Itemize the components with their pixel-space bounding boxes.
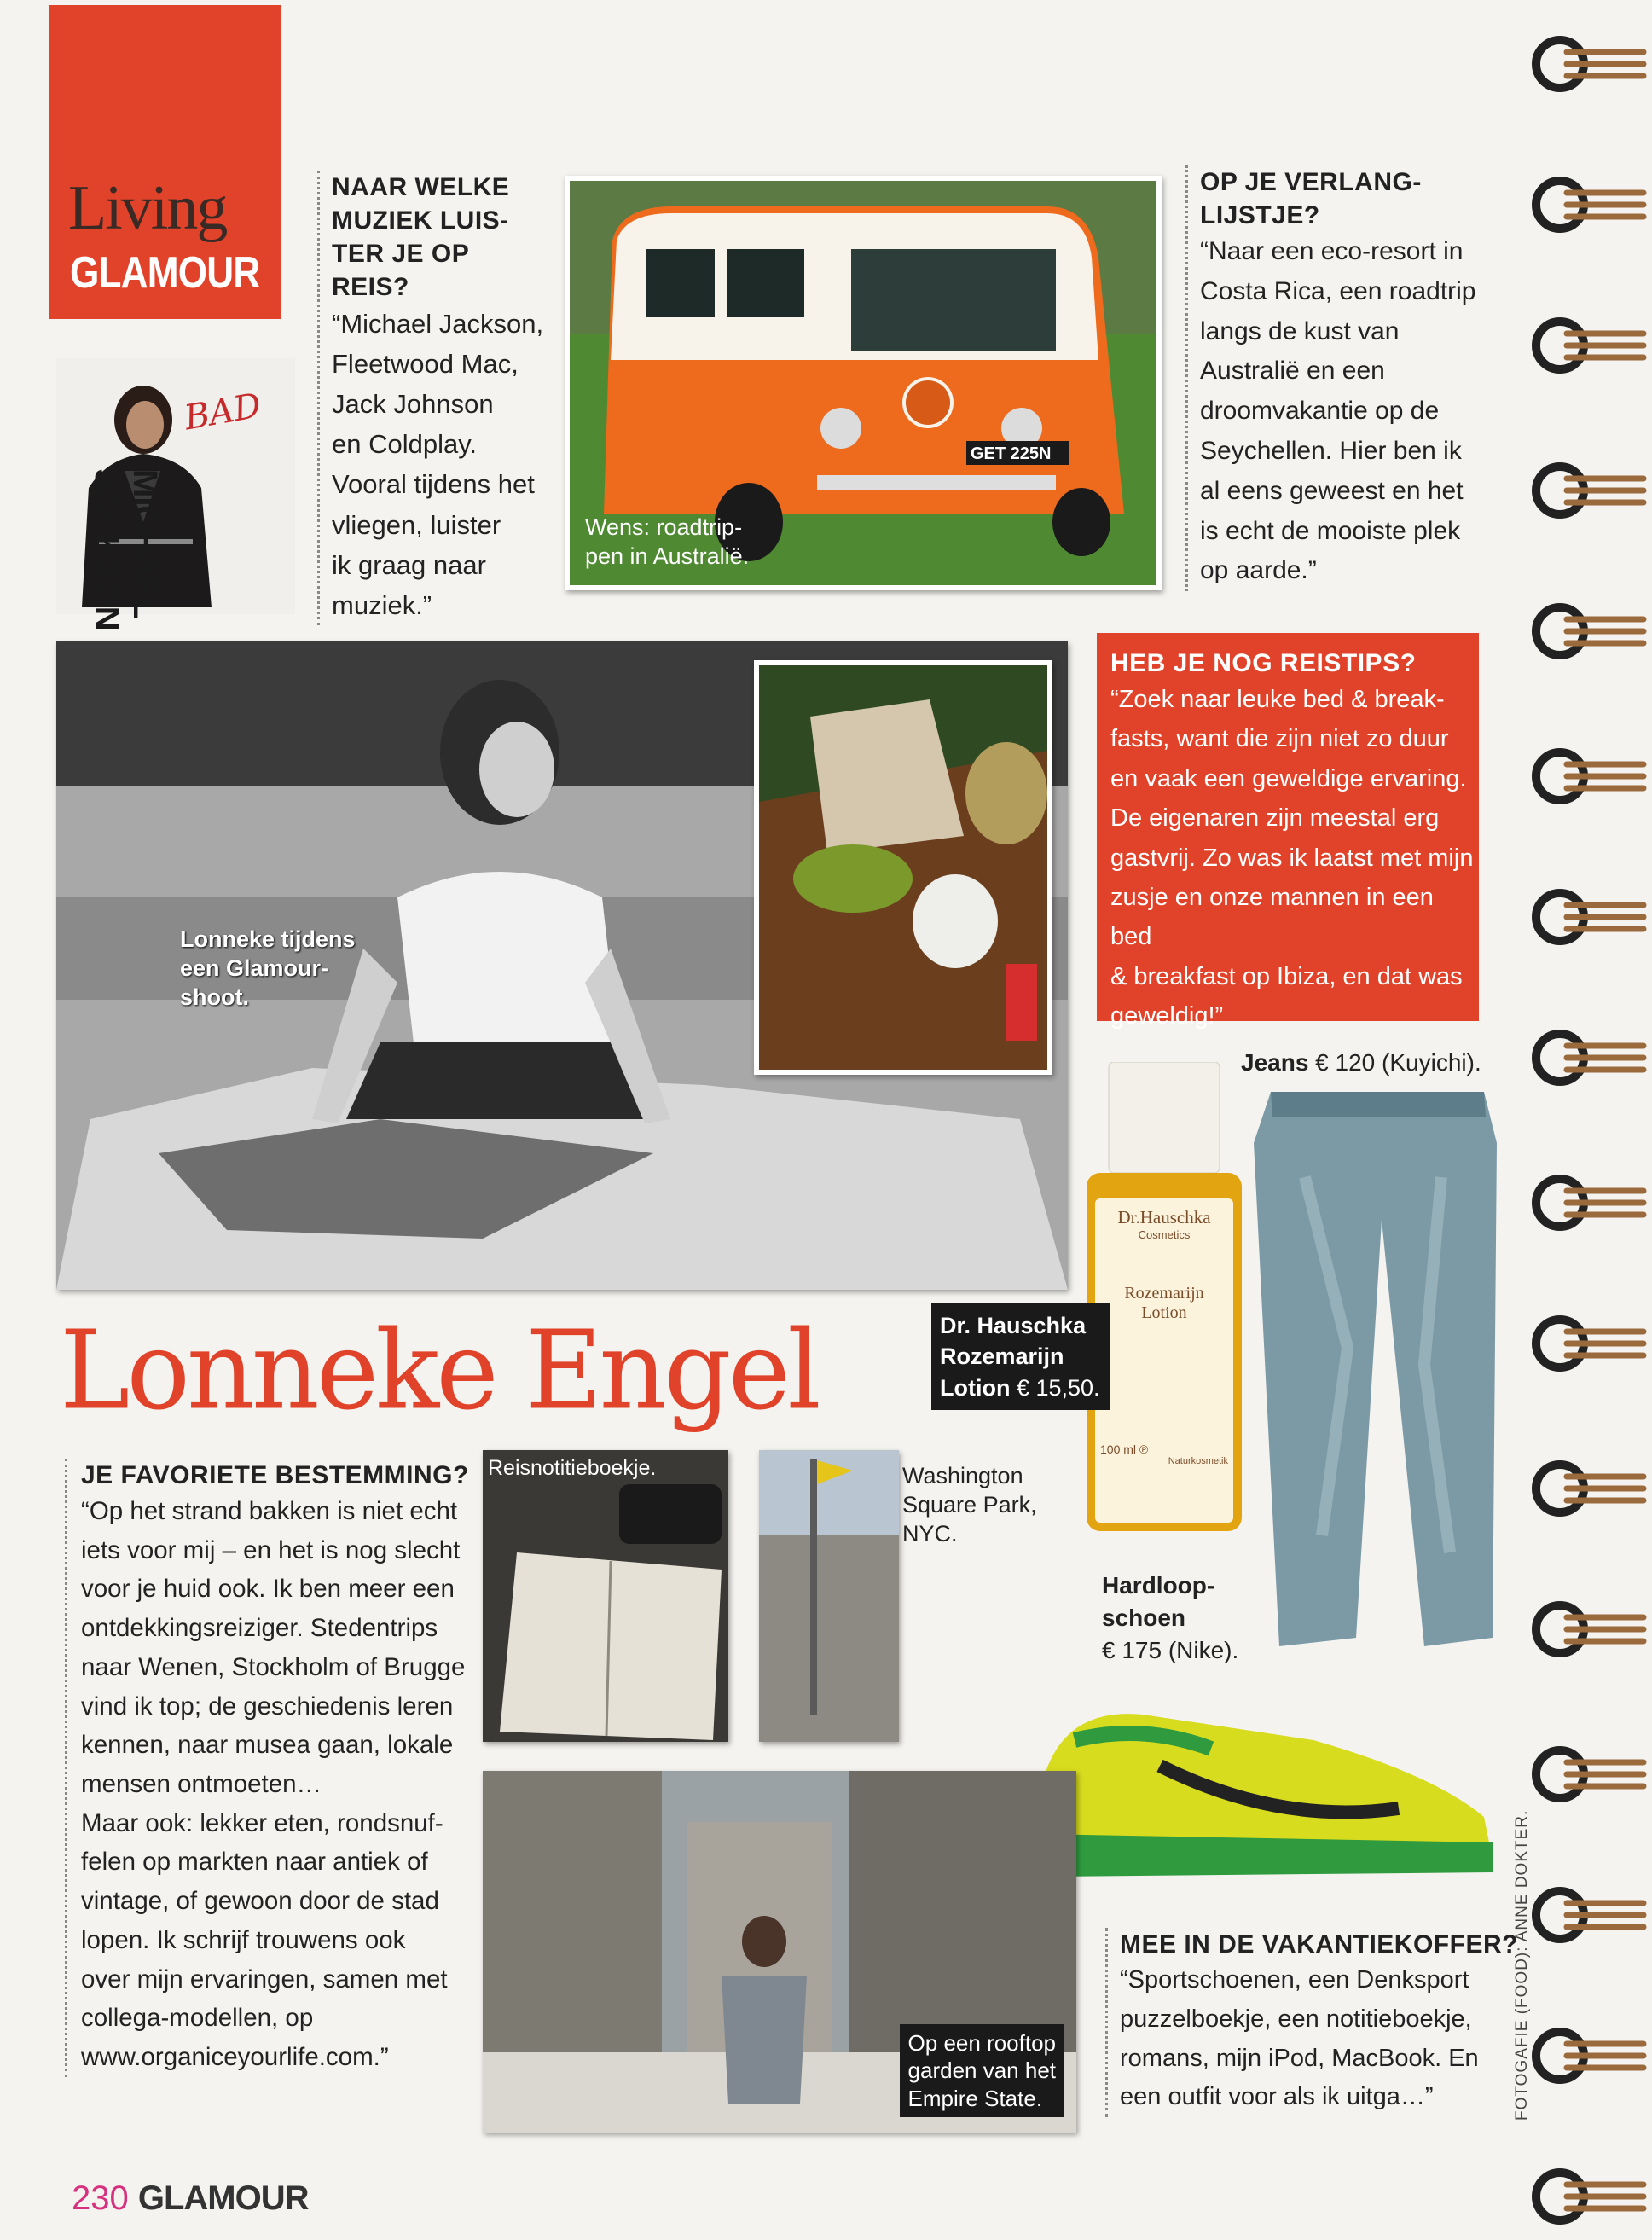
album-title: BAD <box>181 386 264 438</box>
shoot-caption: Lonneke tijdens een Glamour- shoot. <box>180 926 356 1010</box>
van-plate: GET 225N <box>971 444 1052 463</box>
masthead <box>49 5 281 319</box>
q1-block <box>317 171 554 625</box>
park-photo <box>759 1450 899 1742</box>
footer <box>72 2179 309 2218</box>
masthead-glamour: GLAMOUR <box>70 248 260 298</box>
food-photo <box>754 660 1052 1075</box>
lotion-bottle <box>1075 1062 1254 1535</box>
shoes-label: Hardloop- schoen € 175 (Nike). <box>1102 1572 1239 1663</box>
q2-title: OP JE VERLANG- LIJSTJE? <box>1200 168 1422 229</box>
jeans-image <box>1254 1092 1501 1655</box>
q5-title: MEE IN DE VAKANTIEKOFFER? <box>1120 1930 1518 1959</box>
q5-body: “Sportschoenen, een Denksport puzzelboekje, een notitieboekje, romans, mijn iPod, MacBook. En een outfit voor als ik uitga…” <box>1120 1966 1479 2111</box>
rooftop-caption: Op een rooftop garden van het Empire State. <box>900 2024 1064 2118</box>
jeans-name: Jeans <box>1241 1049 1309 1076</box>
q4-block <box>65 1459 490 2077</box>
van-caption: Wens: roadtrip- pen in Australië. <box>585 514 750 569</box>
q3-body: “Zoek naar leuke bed & break- fasts, want die zijn niet zo duur en vaak een geweldige ervaring. De eigenaren zijn meestal erg gastvrij. Zo was ik laatst met mijn zusje en onze mannen in een bed & breakfast op Ibiza, en dat was geweldig!” <box>1110 686 1474 1030</box>
q2-body: “Naar een eco-resort in Costa Rica, een roadtrip langs de kust van Australië en een droomvakantie op de Seychellen. Hier ben ik al eens geweest en het is echt de mooiste plek op aarde.” <box>1200 237 1476 585</box>
headline: Lonneke Engel <box>60 1307 818 1435</box>
q3-title: HEB JE NOG REISTIPS? <box>1110 649 1417 677</box>
q3-box <box>1097 633 1479 1030</box>
masthead-living: Living <box>68 173 227 243</box>
page-number: 230 <box>72 2179 129 2217</box>
q5-block <box>1105 1928 1546 2117</box>
q4-body: “Op het strand bakken is niet echt iets voor mij – en het is nog slecht voor je huid ook. Ik ben meer een ontdekkingsreiziger. Stedentrips naar Wenen, Stockholm of Brugge vind ik top; de geschiedenis leren kennen, naar musea gaan, lokale mensen ontmoeten… Maar ook: lekker eten, rondsnuf- felen op markten naar antiek of vintage, of gewoon door de stad lopen. Ik schrijf trouwens ook over mijn ervaringen, samen met collega-modellen, op www.organiceyourlife.com.” <box>81 1497 466 2072</box>
bad-album-cover <box>56 358 295 630</box>
food-illustration <box>759 665 1047 1070</box>
jeans-price: € 120 (Kuyichi). <box>1308 1049 1481 1076</box>
spiral-rings-icon <box>1524 0 1652 2236</box>
spiral-binding <box>1524 0 1652 2236</box>
notebook-caption: Reisnotitieboekje. <box>488 1456 657 1480</box>
q4-title: JE FAVORIETE BESTEMMING? <box>81 1461 469 1489</box>
van-photo <box>565 176 1162 590</box>
rooftop-photo <box>483 1771 1076 2133</box>
q1-body: “Michael Jackson, Fleetwood Mac, Jack Johnson en Coldplay. Vooral tijdens het vliegen, luister ik graag naar muziek.” <box>332 309 544 620</box>
footer-brand: GLAMOUR <box>137 2179 309 2217</box>
notebook-photo <box>483 1450 728 1742</box>
park-caption: Washington Square Park, NYC. <box>902 1463 1037 1547</box>
q1-title: NAAR WELKE MUZIEK LUIS- TER JE OP REIS? <box>332 173 510 301</box>
photo-credit: FOTOGAFIE (FOOD): ANNE DOKTER. <box>1513 1809 1531 2121</box>
shoe-image <box>1023 1689 1501 1885</box>
lotion-label-box: Dr. Hauschka Rozemarijn Lotion € 15,50. <box>931 1303 1110 1410</box>
jeans-label <box>1241 1049 1481 1076</box>
album-artist: MICHAEL JACKSON <box>88 469 164 630</box>
q2-block <box>1185 165 1507 591</box>
lotion-label: Dr.Hauschka Cosmetics Rozemarijn Lotion 100 ml ℗ Naturkosmetik <box>1100 1207 1228 1466</box>
